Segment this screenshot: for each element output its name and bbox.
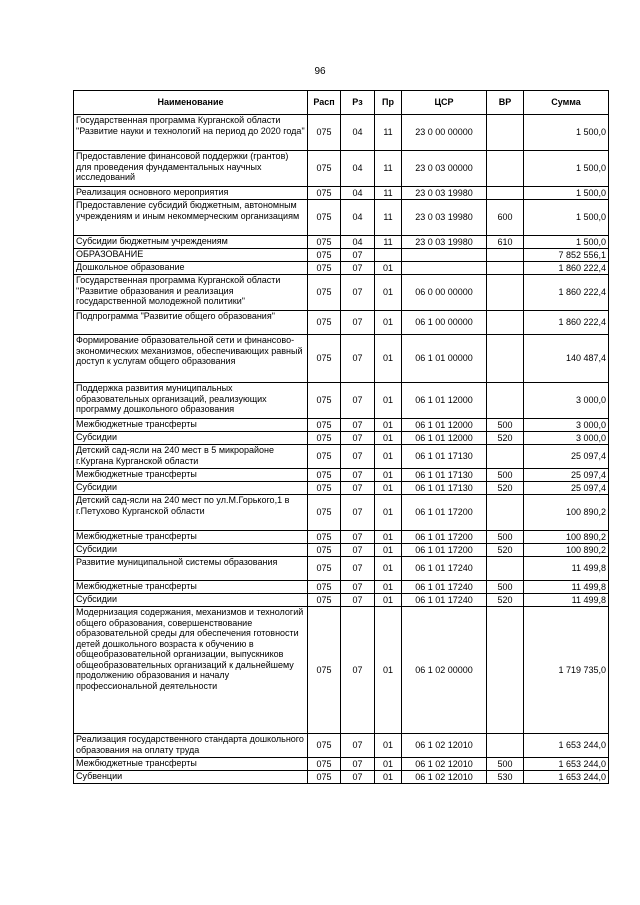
- cell-rasp: 075: [308, 482, 341, 495]
- cell-rz: 07: [341, 581, 375, 594]
- cell-pr: 01: [375, 495, 402, 531]
- table-row: [74, 544, 609, 557]
- table-row: [74, 151, 609, 187]
- table-row: [74, 771, 609, 784]
- cell-sum: 25 097,4: [524, 445, 609, 469]
- cell-rz: 07: [341, 383, 375, 419]
- cell-vr: 530: [487, 771, 524, 784]
- cell-name: Модернизация содержания, механизмов и технологий общего образования, совершенствование образовательной среды для обеспечения готовности детей дошкольного возраста к обучению в общеобразовательной организации, выпускников общеобразовательных организаций к дальнейшему продолжению образования и началу профессиональной деятельности: [74, 607, 308, 734]
- cell-rz: 07: [341, 771, 375, 784]
- cell-rasp: 075: [308, 200, 341, 236]
- cell-name: ОБРАЗОВАНИЕ: [74, 249, 308, 262]
- cell-sum: 1 653 244,0: [524, 734, 609, 758]
- cell-csr: 06 1 01 17200: [402, 495, 487, 531]
- cell-csr: 06 1 01 17130: [402, 482, 487, 495]
- cell-sum: 3 000,0: [524, 432, 609, 445]
- cell-rasp: 075: [308, 557, 341, 581]
- cell-sum: 1 500,0: [524, 200, 609, 236]
- cell-csr: 06 1 02 12010: [402, 758, 487, 771]
- cell-name: Предоставление финансовой поддержки (грантов) для проведения фундаментальных научных исследований: [74, 151, 308, 187]
- cell-pr: 01: [375, 469, 402, 482]
- cell-name: Межбюджетные трансферты: [74, 469, 308, 482]
- table-row: [74, 432, 609, 445]
- cell-pr: 01: [375, 771, 402, 784]
- table-row: [74, 236, 609, 249]
- cell-sum: 100 890,2: [524, 495, 609, 531]
- header-csr: ЦСР: [402, 91, 487, 115]
- cell-pr: 11: [375, 187, 402, 200]
- cell-sum: 7 852 556,1: [524, 249, 609, 262]
- cell-csr: 06 1 01 12000: [402, 419, 487, 432]
- cell-vr: 520: [487, 544, 524, 557]
- table-row: [74, 187, 609, 200]
- table-row: [74, 335, 609, 383]
- cell-pr: 01: [375, 335, 402, 383]
- cell-csr: 23 0 03 00000: [402, 151, 487, 187]
- table-row: [74, 275, 609, 311]
- cell-pr: 01: [375, 607, 402, 734]
- cell-vr: [487, 495, 524, 531]
- cell-name: Поддержка развития муниципальных образовательных организаций, реализующих программу дошкольного образования: [74, 383, 308, 419]
- budget-table: [73, 90, 609, 784]
- cell-sum: 1 500,0: [524, 236, 609, 249]
- page-number: 96: [314, 66, 326, 77]
- cell-pr: 01: [375, 262, 402, 275]
- cell-rz: 07: [341, 607, 375, 734]
- cell-rz: 07: [341, 557, 375, 581]
- cell-csr: 06 1 01 17200: [402, 544, 487, 557]
- cell-vr: 520: [487, 432, 524, 445]
- cell-rasp: 075: [308, 734, 341, 758]
- cell-rasp: 075: [308, 275, 341, 311]
- cell-csr: 23 0 03 19980: [402, 200, 487, 236]
- cell-pr: 11: [375, 200, 402, 236]
- cell-vr: 500: [487, 419, 524, 432]
- cell-name: Предоставление субсидий бюджетным, автономным учреждениям и иным некоммерческим организациям: [74, 200, 308, 236]
- cell-pr: 01: [375, 275, 402, 311]
- cell-pr: 01: [375, 544, 402, 557]
- cell-name: Межбюджетные трансферты: [74, 581, 308, 594]
- cell-csr: 06 1 01 17200: [402, 531, 487, 544]
- cell-name: Подпрограмма "Развитие общего образования": [74, 311, 308, 335]
- cell-csr: 06 1 01 17240: [402, 557, 487, 581]
- cell-name: Развитие муниципальной системы образования: [74, 557, 308, 581]
- cell-sum: 3 000,0: [524, 383, 609, 419]
- cell-name: Дошкольное образование: [74, 262, 308, 275]
- cell-pr: 01: [375, 531, 402, 544]
- table-row: [74, 557, 609, 581]
- cell-name: Государственная программа Курганской области "Развитие науки и технологий на период до 2020 года": [74, 115, 308, 151]
- cell-rasp: 075: [308, 335, 341, 383]
- cell-name: Межбюджетные трансферты: [74, 419, 308, 432]
- cell-pr: [375, 249, 402, 262]
- cell-csr: 06 1 01 17130: [402, 469, 487, 482]
- table-row: [74, 482, 609, 495]
- cell-vr: [487, 187, 524, 200]
- cell-name: Детский сад-ясли на 240 мест в 5 микрорайоне г.Кургана Курганской области: [74, 445, 308, 469]
- cell-pr: 01: [375, 557, 402, 581]
- cell-rz: 07: [341, 432, 375, 445]
- cell-csr: 06 1 01 17240: [402, 581, 487, 594]
- cell-pr: 01: [375, 432, 402, 445]
- header-pr: Пр: [375, 91, 402, 115]
- table-row: [74, 200, 609, 236]
- cell-csr: 06 1 01 17130: [402, 445, 487, 469]
- cell-name: Государственная программа Курганской области "Развитие образования и реализация государственной молодежной политики": [74, 275, 308, 311]
- cell-sum: 1 860 222,4: [524, 311, 609, 335]
- cell-name: Субвенции: [74, 771, 308, 784]
- cell-pr: 01: [375, 581, 402, 594]
- table-row: [74, 249, 609, 262]
- cell-rasp: 075: [308, 771, 341, 784]
- cell-pr: 11: [375, 115, 402, 151]
- cell-rz: 07: [341, 262, 375, 275]
- cell-pr: 01: [375, 383, 402, 419]
- cell-vr: [487, 445, 524, 469]
- cell-rasp: 075: [308, 383, 341, 419]
- cell-vr: 520: [487, 594, 524, 607]
- cell-pr: 01: [375, 758, 402, 771]
- cell-csr: 23 0 00 00000: [402, 115, 487, 151]
- cell-rasp: 075: [308, 432, 341, 445]
- cell-sum: 100 890,2: [524, 544, 609, 557]
- cell-rz: 07: [341, 758, 375, 771]
- cell-rz: 07: [341, 544, 375, 557]
- cell-rasp: 075: [308, 187, 341, 200]
- cell-rasp: 075: [308, 544, 341, 557]
- table-row: [74, 581, 609, 594]
- header-sum: Сумма: [524, 91, 609, 115]
- cell-rasp: 075: [308, 581, 341, 594]
- cell-csr: 06 0 00 00000: [402, 275, 487, 311]
- cell-vr: [487, 249, 524, 262]
- cell-vr: 610: [487, 236, 524, 249]
- cell-vr: [487, 383, 524, 419]
- cell-csr: 06 1 01 17240: [402, 594, 487, 607]
- cell-sum: 1 653 244,0: [524, 758, 609, 771]
- cell-name: Субсидии: [74, 482, 308, 495]
- cell-sum: 11 499,8: [524, 557, 609, 581]
- cell-name: Субсидии бюджетным учреждениям: [74, 236, 308, 249]
- cell-rz: 04: [341, 236, 375, 249]
- cell-vr: 520: [487, 482, 524, 495]
- cell-rasp: 075: [308, 594, 341, 607]
- cell-pr: 01: [375, 311, 402, 335]
- cell-name: Реализация государственного стандарта дошкольного образования на оплату труда: [74, 734, 308, 758]
- table-row: [74, 531, 609, 544]
- cell-pr: 01: [375, 445, 402, 469]
- cell-rz: 07: [341, 482, 375, 495]
- cell-vr: [487, 151, 524, 187]
- cell-vr: 500: [487, 531, 524, 544]
- cell-sum: 25 097,4: [524, 482, 609, 495]
- cell-name: Межбюджетные трансферты: [74, 758, 308, 771]
- cell-vr: [487, 607, 524, 734]
- cell-rz: 07: [341, 469, 375, 482]
- cell-rasp: 075: [308, 607, 341, 734]
- table-row: [74, 383, 609, 419]
- cell-sum: 25 097,4: [524, 469, 609, 482]
- header-rasp: Расп: [308, 91, 341, 115]
- cell-csr: 23 0 03 19980: [402, 236, 487, 249]
- cell-sum: 1 860 222,4: [524, 275, 609, 311]
- cell-csr: 06 1 00 00000: [402, 311, 487, 335]
- table-row: [74, 495, 609, 531]
- cell-vr: 500: [487, 469, 524, 482]
- cell-pr: 01: [375, 419, 402, 432]
- cell-rasp: 075: [308, 115, 341, 151]
- header-name: Наименование: [74, 91, 308, 115]
- cell-rz: 07: [341, 734, 375, 758]
- header-rz: Рз: [341, 91, 375, 115]
- table-row: [74, 607, 609, 734]
- cell-sum: 1 719 735,0: [524, 607, 609, 734]
- cell-name: Формирование образовательной сети и финансово-экономических механизмов, обеспечивающих равный доступ к услугам общего образования: [74, 335, 308, 383]
- cell-vr: [487, 275, 524, 311]
- cell-pr: 01: [375, 482, 402, 495]
- cell-csr: [402, 262, 487, 275]
- cell-rz: 04: [341, 200, 375, 236]
- cell-csr: 06 1 01 00000: [402, 335, 487, 383]
- cell-sum: 1 653 244,0: [524, 771, 609, 784]
- cell-vr: [487, 557, 524, 581]
- cell-sum: 3 000,0: [524, 419, 609, 432]
- cell-name: Реализация основного мероприятия: [74, 187, 308, 200]
- table-row: [74, 734, 609, 758]
- cell-vr: [487, 115, 524, 151]
- cell-sum: 11 499,8: [524, 594, 609, 607]
- cell-rasp: 075: [308, 531, 341, 544]
- cell-vr: [487, 734, 524, 758]
- cell-rz: 07: [341, 419, 375, 432]
- cell-pr: 01: [375, 734, 402, 758]
- cell-rasp: 075: [308, 249, 341, 262]
- cell-vr: [487, 262, 524, 275]
- cell-sum: 140 487,4: [524, 335, 609, 383]
- header-vr: ВР: [487, 91, 524, 115]
- cell-rasp: 075: [308, 495, 341, 531]
- cell-vr: [487, 311, 524, 335]
- cell-rz: 04: [341, 187, 375, 200]
- cell-pr: 01: [375, 594, 402, 607]
- cell-rasp: 075: [308, 758, 341, 771]
- cell-rasp: 075: [308, 262, 341, 275]
- cell-rz: 07: [341, 531, 375, 544]
- cell-name: Межбюджетные трансферты: [74, 531, 308, 544]
- table-row: [74, 115, 609, 151]
- cell-name: Субсидии: [74, 594, 308, 607]
- cell-csr: 06 1 02 12010: [402, 771, 487, 784]
- cell-rz: 07: [341, 275, 375, 311]
- cell-name: Детский сад-ясли на 240 мест по ул.М.Горького,1 в г.Петухово Курганской области: [74, 495, 308, 531]
- cell-csr: 06 1 02 00000: [402, 607, 487, 734]
- table-header-row: [74, 91, 609, 115]
- table-row: [74, 262, 609, 275]
- cell-rz: 07: [341, 311, 375, 335]
- table-row: [74, 419, 609, 432]
- cell-vr: 600: [487, 200, 524, 236]
- cell-rz: 07: [341, 445, 375, 469]
- cell-sum: 11 499,8: [524, 581, 609, 594]
- cell-csr: 23 0 03 19980: [402, 187, 487, 200]
- cell-pr: 11: [375, 151, 402, 187]
- cell-rz: 04: [341, 115, 375, 151]
- table-row: [74, 469, 609, 482]
- cell-csr: 06 1 01 12000: [402, 383, 487, 419]
- cell-rz: 04: [341, 151, 375, 187]
- cell-rasp: 075: [308, 469, 341, 482]
- cell-vr: [487, 335, 524, 383]
- cell-sum: 1 860 222,4: [524, 262, 609, 275]
- cell-rasp: 075: [308, 151, 341, 187]
- cell-rasp: 075: [308, 419, 341, 432]
- table-row: [74, 311, 609, 335]
- cell-rasp: 075: [308, 311, 341, 335]
- cell-rz: 07: [341, 335, 375, 383]
- cell-rasp: 075: [308, 236, 341, 249]
- cell-sum: 1 500,0: [524, 115, 609, 151]
- cell-sum: 1 500,0: [524, 187, 609, 200]
- cell-rz: 07: [341, 594, 375, 607]
- cell-rz: 07: [341, 249, 375, 262]
- cell-csr: 06 1 02 12010: [402, 734, 487, 758]
- cell-csr: 06 1 01 12000: [402, 432, 487, 445]
- table-row: [74, 758, 609, 771]
- cell-pr: 11: [375, 236, 402, 249]
- cell-rz: 07: [341, 495, 375, 531]
- cell-sum: 1 500,0: [524, 151, 609, 187]
- cell-name: Субсидии: [74, 544, 308, 557]
- table-row: [74, 594, 609, 607]
- cell-vr: 500: [487, 581, 524, 594]
- cell-vr: 500: [487, 758, 524, 771]
- cell-name: Субсидии: [74, 432, 308, 445]
- cell-csr: [402, 249, 487, 262]
- table-row: [74, 445, 609, 469]
- cell-rasp: 075: [308, 445, 341, 469]
- cell-sum: 100 890,2: [524, 531, 609, 544]
